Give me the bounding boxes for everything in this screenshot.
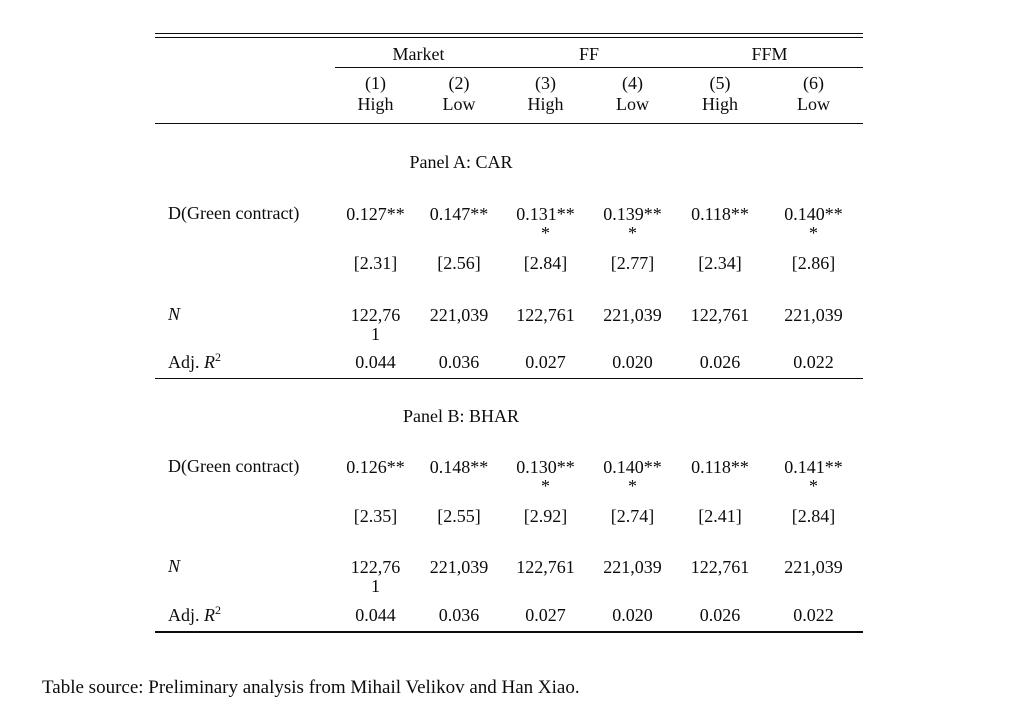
column-number: (1): [365, 73, 386, 93]
tstat-cell: [2.74]: [610, 506, 655, 526]
adj-r2-row: [155, 350, 863, 372]
model-group-cells: [335, 44, 863, 68]
adj-r2-cell: 0.026: [699, 605, 741, 625]
adj-r2-row: [155, 603, 863, 625]
n-cell: [589, 557, 676, 595]
panel-a-title: Panel A: CAR: [409, 152, 513, 172]
column-type: High: [357, 94, 394, 114]
coef-value-wrap: *: [628, 476, 637, 496]
panel-divider-rule: [155, 378, 863, 379]
coef-value-wrap: *: [541, 476, 550, 496]
header-spacer-cell: [155, 95, 335, 114]
adj-r2-cell: 0.036: [438, 352, 480, 372]
row-label-adj-r2: [155, 603, 335, 625]
coef-value: 0.140**: [784, 204, 843, 224]
adj-r2-cell: 0.022: [793, 605, 834, 625]
n-cell: [335, 557, 416, 595]
adj-label-r: R: [204, 352, 215, 372]
n-value: 122,76: [350, 305, 401, 325]
n-value: 122,761: [690, 305, 750, 325]
n-cell: [335, 305, 416, 343]
table-source-caption: Table source: Preliminary analysis from Mihail Velikov and Han Xiao.: [42, 677, 580, 698]
tstat-cell: [2.34]: [698, 253, 742, 273]
coef-value: 0.130**: [516, 457, 575, 477]
adj-r2-cell: 0.027: [525, 605, 566, 625]
coef-value-wrap: [676, 477, 764, 495]
coef-value: 0.139**: [603, 204, 662, 224]
n-value-wrap: [676, 577, 764, 595]
coefficient-row: [155, 457, 863, 495]
regression-table: [155, 33, 863, 633]
column-number: (3): [535, 73, 556, 93]
coef-cell: [589, 204, 676, 242]
adj-r2-cell: 0.027: [525, 352, 566, 372]
coef-cell: [502, 457, 589, 495]
adj-r2-cell: 0.022: [793, 352, 834, 372]
coef-cell: [335, 457, 416, 495]
n-cell: [589, 305, 676, 343]
column-type: Low: [616, 94, 649, 114]
tstat-cell: [2.92]: [523, 506, 568, 526]
coef-value: 0.147**: [429, 204, 489, 224]
group-header-ffm: FFM: [751, 44, 788, 64]
table-bottom-rule: [155, 631, 863, 633]
coef-value-wrap: [335, 477, 416, 495]
row-label-n: N: [168, 556, 181, 576]
column-number: (5): [709, 73, 731, 93]
adj-r2-cell: 0.020: [612, 352, 653, 372]
header-bottom-rule: [155, 123, 863, 124]
n-value-wrap: [676, 325, 764, 343]
n-cell: [502, 557, 589, 595]
tstat-cell: [2.56]: [437, 253, 481, 273]
tstat-cell: [2.77]: [610, 253, 655, 273]
coefficient-row: [155, 204, 863, 242]
n-value: 221,039: [603, 557, 662, 577]
n-value-wrap: [764, 577, 863, 595]
adj-r2-cell: 0.026: [699, 352, 741, 372]
tstat-cell: [2.55]: [437, 506, 481, 526]
coef-value: 0.148**: [429, 457, 489, 477]
n-cell: [416, 305, 502, 343]
column-number: (6): [803, 73, 824, 93]
column-number: (4): [622, 73, 643, 93]
coef-value-wrap: *: [809, 476, 818, 496]
n-cell: [416, 557, 502, 595]
coef-value-wrap: [676, 224, 764, 242]
n-value-wrap: [502, 325, 589, 343]
coef-value: 0.126**: [346, 457, 405, 477]
n-cell: [764, 305, 863, 343]
n-value: 122,76: [350, 557, 401, 577]
coef-cell: [676, 204, 764, 242]
n-cell: [676, 305, 764, 343]
adj-r2-cell: 0.020: [612, 605, 653, 625]
coef-value: 0.118**: [691, 204, 749, 224]
coef-value-wrap: *: [628, 223, 637, 243]
coef-cell: [502, 204, 589, 242]
row-label-blank: [155, 507, 335, 526]
column-type: Low: [442, 94, 476, 114]
row-label-blank: [155, 254, 335, 273]
tstat-row: [155, 507, 863, 526]
n-value-wrap: 1: [371, 576, 380, 596]
tstat-cell: [2.86]: [791, 253, 836, 273]
adj-r2-cell: 0.044: [355, 605, 396, 625]
n-value-wrap: [416, 325, 502, 343]
tstat-cell: [2.84]: [791, 506, 836, 526]
observations-row: [155, 305, 863, 343]
coef-cell: [416, 457, 502, 495]
coef-cell: [764, 204, 863, 242]
n-value: 122,761: [690, 557, 750, 577]
coef-cell: [676, 457, 764, 495]
n-value-wrap: [589, 577, 676, 595]
row-label-n: N: [168, 304, 181, 324]
column-number: (2): [448, 73, 470, 93]
coef-value-wrap: *: [809, 223, 818, 243]
n-value-wrap: 1: [371, 324, 380, 344]
model-group-header-row: [155, 38, 863, 68]
coef-cell: [416, 204, 502, 242]
group-header-market: Market: [392, 44, 445, 64]
n-value-wrap: [416, 577, 502, 595]
n-cell: [676, 557, 764, 595]
n-value: 221,039: [784, 305, 843, 325]
n-value: 221,039: [603, 305, 662, 325]
n-value: 221,039: [429, 305, 489, 325]
coef-value-wrap: [335, 224, 416, 242]
adj-label-superscript: 2: [215, 350, 221, 364]
panel-b: [155, 406, 863, 625]
n-value-wrap: [589, 325, 676, 343]
coef-value: 0.131**: [516, 204, 575, 224]
adj-label-prefix: Adj.: [168, 352, 204, 372]
coef-cell: [764, 457, 863, 495]
panel-b-title: Panel B: BHAR: [402, 406, 519, 426]
coef-value: 0.140**: [603, 457, 662, 477]
n-value-wrap: [502, 577, 589, 595]
column-number-row: [155, 68, 863, 93]
n-value-wrap: [764, 325, 863, 343]
column-type: High: [527, 94, 564, 114]
coef-value-wrap: [416, 224, 502, 242]
column-type: High: [702, 94, 738, 114]
adj-r2-cell: 0.044: [355, 352, 396, 372]
coef-value: 0.127**: [346, 204, 405, 224]
tstat-cell: [2.31]: [353, 253, 398, 273]
adj-label-r: R: [204, 605, 215, 625]
n-value: 221,039: [429, 557, 489, 577]
adj-label-superscript: 2: [215, 603, 221, 617]
tstat-row: [155, 254, 863, 273]
column-type-row: [155, 93, 863, 123]
n-cell: [502, 305, 589, 343]
panel-a: [155, 152, 863, 372]
tstat-cell: [2.35]: [353, 506, 398, 526]
n-value: 122,761: [516, 305, 575, 325]
n-value: 122,761: [516, 557, 575, 577]
row-label-coefficient: D(Green contract): [168, 203, 300, 223]
header-spacer-cell: [155, 73, 335, 93]
adj-r2-cell: 0.036: [438, 605, 480, 625]
coef-value: 0.141**: [784, 457, 843, 477]
coef-value: 0.118**: [691, 457, 749, 477]
coef-value-wrap: [416, 477, 502, 495]
coef-cell: [335, 204, 416, 242]
column-type: Low: [797, 94, 830, 114]
n-value: 221,039: [784, 557, 843, 577]
coef-value-wrap: *: [541, 223, 550, 243]
tstat-cell: [2.84]: [523, 253, 568, 273]
header-spacer-cell: [155, 44, 335, 68]
row-label-coefficient: D(Green contract): [168, 456, 300, 476]
tstat-cell: [2.41]: [698, 506, 742, 526]
group-header-ff: FF: [578, 44, 600, 64]
coef-cell: [589, 457, 676, 495]
n-cell: [764, 557, 863, 595]
observations-row: [155, 557, 863, 595]
row-label-adj-r2: [155, 350, 335, 372]
adj-label-prefix: Adj.: [168, 605, 204, 625]
